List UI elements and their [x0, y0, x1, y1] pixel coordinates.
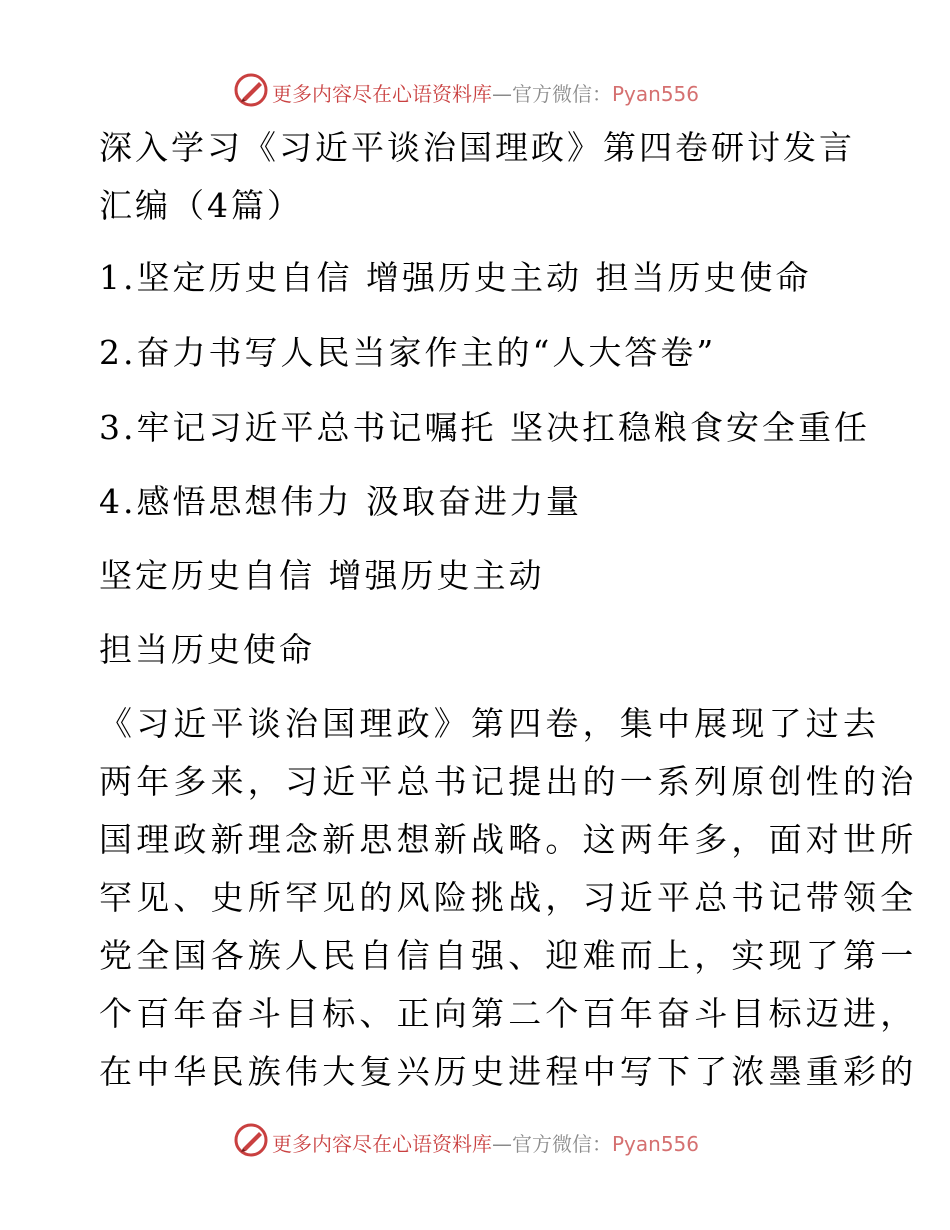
watermark-dash: —	[492, 82, 512, 106]
watermark-handle: Pyan556	[612, 82, 700, 106]
pen-logo-icon	[233, 1122, 269, 1158]
footer-watermark	[0, 1120, 950, 1160]
document-title-line-2: 汇编（4篇）	[99, 186, 303, 225]
body-line: 个百年奋斗目标、正向第二个百年奋斗目标迈进，	[99, 994, 918, 1033]
article-title-line-1: 坚定历史自信 增强历史主动	[99, 556, 545, 595]
watermark-text	[272, 78, 699, 107]
toc-item: 1.坚定历史自信 增强历史主动 担当历史使命	[99, 258, 812, 297]
body-line: 在中华民族伟大复兴历史进程中写下了浓墨重彩的	[99, 1052, 918, 1091]
body-line: 《习近平谈治国理政》第四卷，集中展现了过去	[99, 704, 881, 743]
watermark-brand: 更多内容尽在心语资料库	[272, 82, 492, 106]
watermark-text	[272, 1128, 699, 1157]
document-title-line-1: 深入学习《习近平谈治国理政》第四卷研讨发言	[99, 128, 855, 167]
header-watermark	[0, 70, 950, 110]
article-title-line-2: 担当历史使命	[99, 630, 315, 669]
watermark-label: 官方微信：	[512, 1132, 612, 1156]
watermark-label: 官方微信：	[512, 82, 612, 106]
body-line: 两年多来，习近平总书记提出的一系列原创性的治	[99, 762, 918, 801]
watermark-brand: 更多内容尽在心语资料库	[272, 1132, 492, 1156]
toc-item: 4.感悟思想伟力 汲取奋进力量	[99, 482, 582, 521]
watermark-dash: —	[492, 1132, 512, 1156]
body-line: 国理政新理念新思想新战略。这两年多，面对世所	[99, 820, 918, 859]
toc-item: 3.牢记习近平总书记嘱托 坚决扛稳粮食安全重任	[99, 408, 870, 447]
pen-logo-icon	[233, 72, 269, 108]
body-line: 党全国各族人民自信自强、迎难而上，实现了第一	[99, 936, 918, 975]
body-line: 罕见、史所罕见的风险挑战，习近平总书记带领全	[99, 878, 918, 917]
toc-item: 2.奋力书写人民当家作主的“人大答卷”	[99, 333, 717, 372]
watermark-handle: Pyan556	[612, 1132, 700, 1156]
